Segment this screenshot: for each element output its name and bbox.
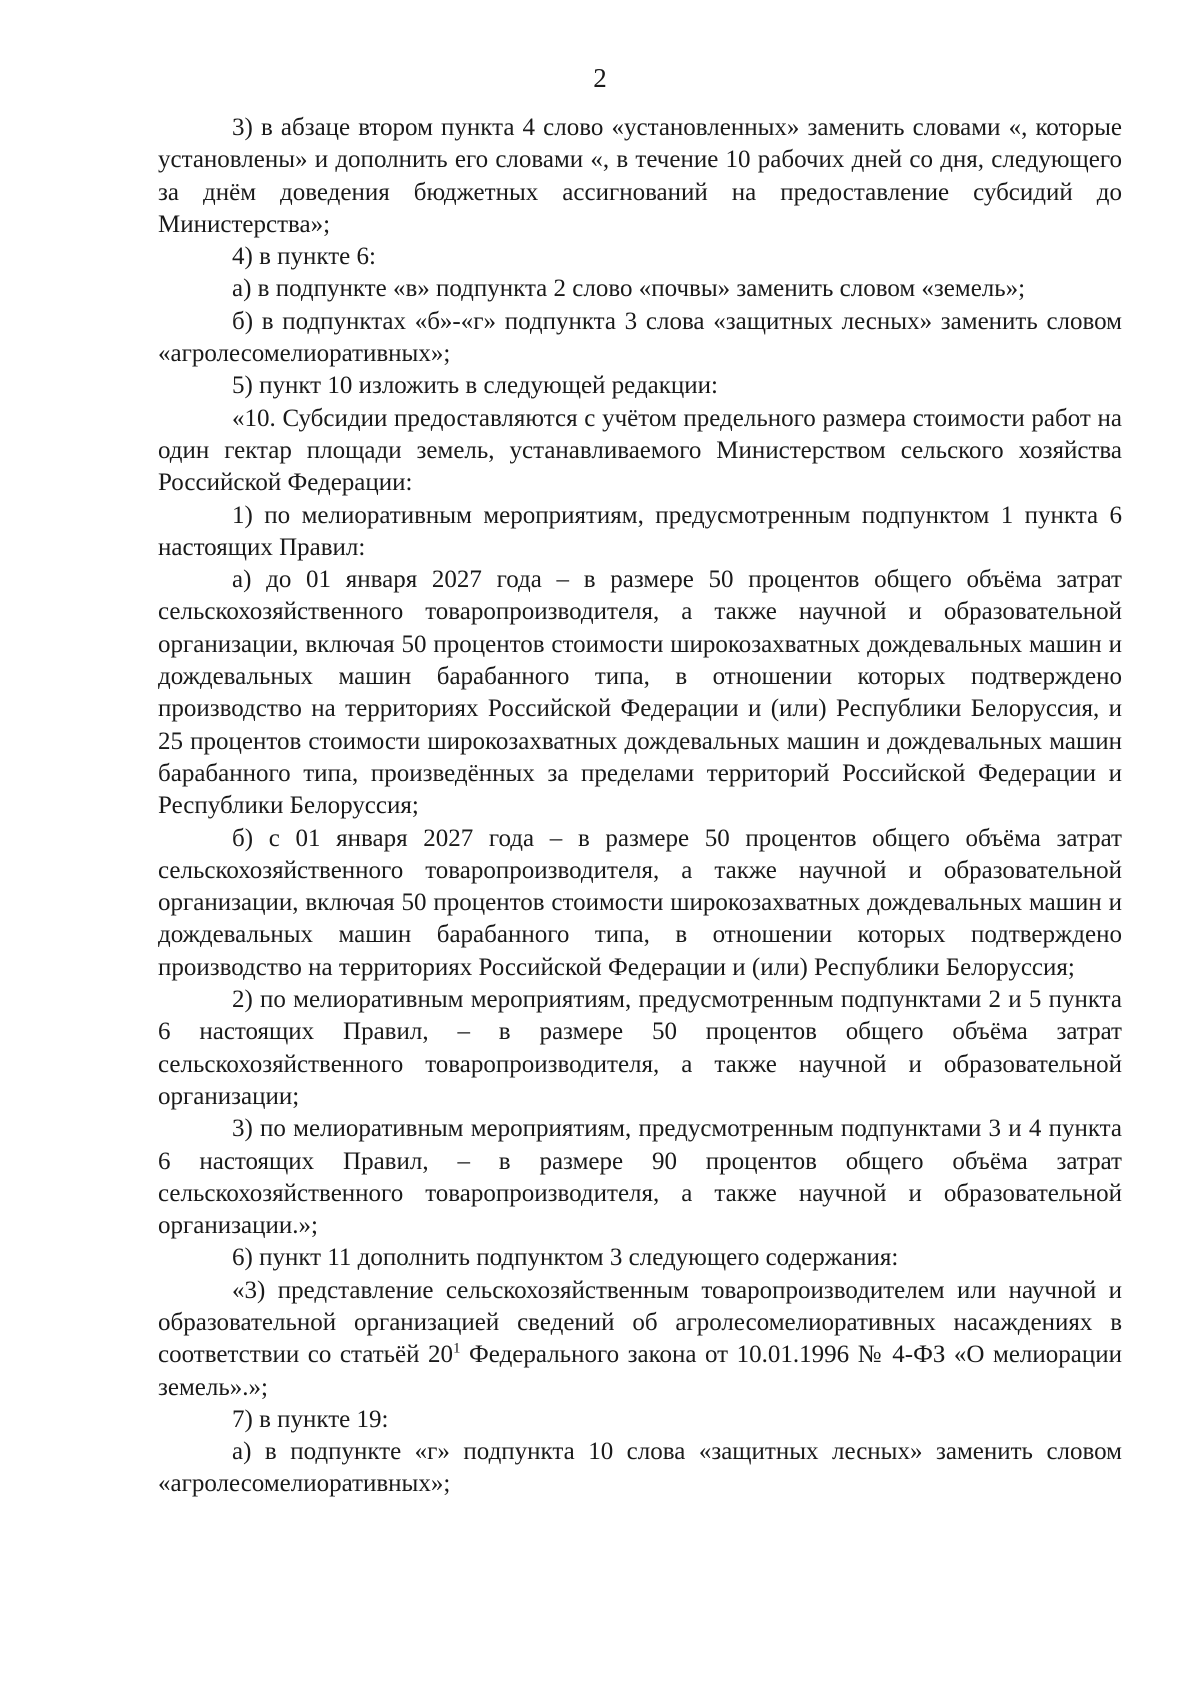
paragraph-item-7: 7) в пункте 19:: [232, 1405, 389, 1433]
paragraph-clause-10-3: 3) по мелиоративным мероприятиям, предусмотренным подпунктами 3 и 4 пункта 6 настоящих Правил, – в размере 90 процентов общего объёма затрат сельскохозяйственного товаропроизводителя, а также научной и образовательной организации.»;: [158, 1115, 1122, 1240]
paragraph-subitem-4a: а) в подпункте «в» подпункта 2 слово «почвы» заменить словом «земель»;: [232, 275, 1026, 303]
superscript-marker: 1: [453, 1340, 461, 1357]
clause-11-3-text: «3) представление сельскохозяйственным товаропроизводителем или научной и образовательной организацией сведений об агролесомелиоративных насаждениях в соответствии со статьёй 20: [158, 1276, 1122, 1369]
paragraph-clause-10-1a: а) до 01 января 2027 года – в размере 50 процентов общего объёма затрат сельскохозяйственного товаропроизводителя, а также научной и образовательной организации, включая 50 процентов стоимости широкозахватных дождевальных машин и дождевальных машин барабанного типа, в отношении которых подтверждено производство на территориях Российской Федерации и (или) Республики Белоруссия, и 25 процентов стоимости широкозахватных дождевальных машин и дождевальных машин барабанного типа, произведённых за пределами территорий Российской Федерации и Республики Белоруссия;: [158, 566, 1122, 820]
paragraph-clause-10-1b: б) с 01 января 2027 года – в размере 50 процентов общего объёма затрат сельскохозяйственного товаропроизводителя, а также научной и образовательной организации, включая 50 процентов стоимости широкозахватных дождевальных машин и дождевальных машин барабанного типа, в отношении которых подтверждено производство на территориях Российской Федерации и (или) Республики Белоруссия;: [158, 824, 1122, 981]
clause-11-3-text-end: Федерального закона от 10.01.1996 № 4-ФЗ «О мелиорации земель».»;: [158, 1341, 1123, 1401]
paragraph-clause-10-2: 2) по мелиоративным мероприятиям, предусмотренным подпунктами 2 и 5 пункта 6 настоящих Правил, – в размере 50 процентов общего объёма затрат сельскохозяйственного товаропроизводителя, а также научной и образовательной организации;: [158, 986, 1122, 1110]
paragraph-clause-10: «10. Субсидии предоставляются с учётом предельного размера стоимости работ на один гектар площади земель, устанавливаемого Министерством сельского хозяйства Российской Федерации:: [158, 404, 1122, 497]
paragraph-item-4: 4) в пункте 6:: [232, 243, 376, 271]
paragraph-clause-11-3: [158, 1275, 1122, 1404]
paragraph-subitem-4b: б) в подпунктах «б»-«г» подпункта 3 слова «защитных лесных» заменить словом «агролесомелиоративных»;: [158, 307, 1122, 368]
paragraph-item-5: 5) пункт 10 изложить в следующей редакции:: [232, 372, 718, 400]
paragraph-subitem-7a: а) в подпункте «г» подпункта 10 слова «защитных лесных» заменить словом «агролесомелиоративных»;: [158, 1438, 1122, 1498]
paragraph-item-6: 6) пункт 11 дополнить подпунктом 3 следующего содержания:: [232, 1244, 899, 1272]
document-body: [158, 112, 1122, 1501]
page-number: 2: [593, 63, 607, 93]
paragraph-clause-10-1: 1) по мелиоративным мероприятиям, предусмотренным подпунктом 1 пункта 6 настоящих Правил:: [158, 501, 1122, 561]
paragraph-item-3: 3) в абзаце втором пункта 4 слово «установленных» заменить словами «, которые установлены» и дополнить его словами «, в течение 10 рабочих дней со дня, следующего за днём доведения бюджетных ассигнований на предоставление субсидий до Министерства»;: [158, 114, 1122, 238]
